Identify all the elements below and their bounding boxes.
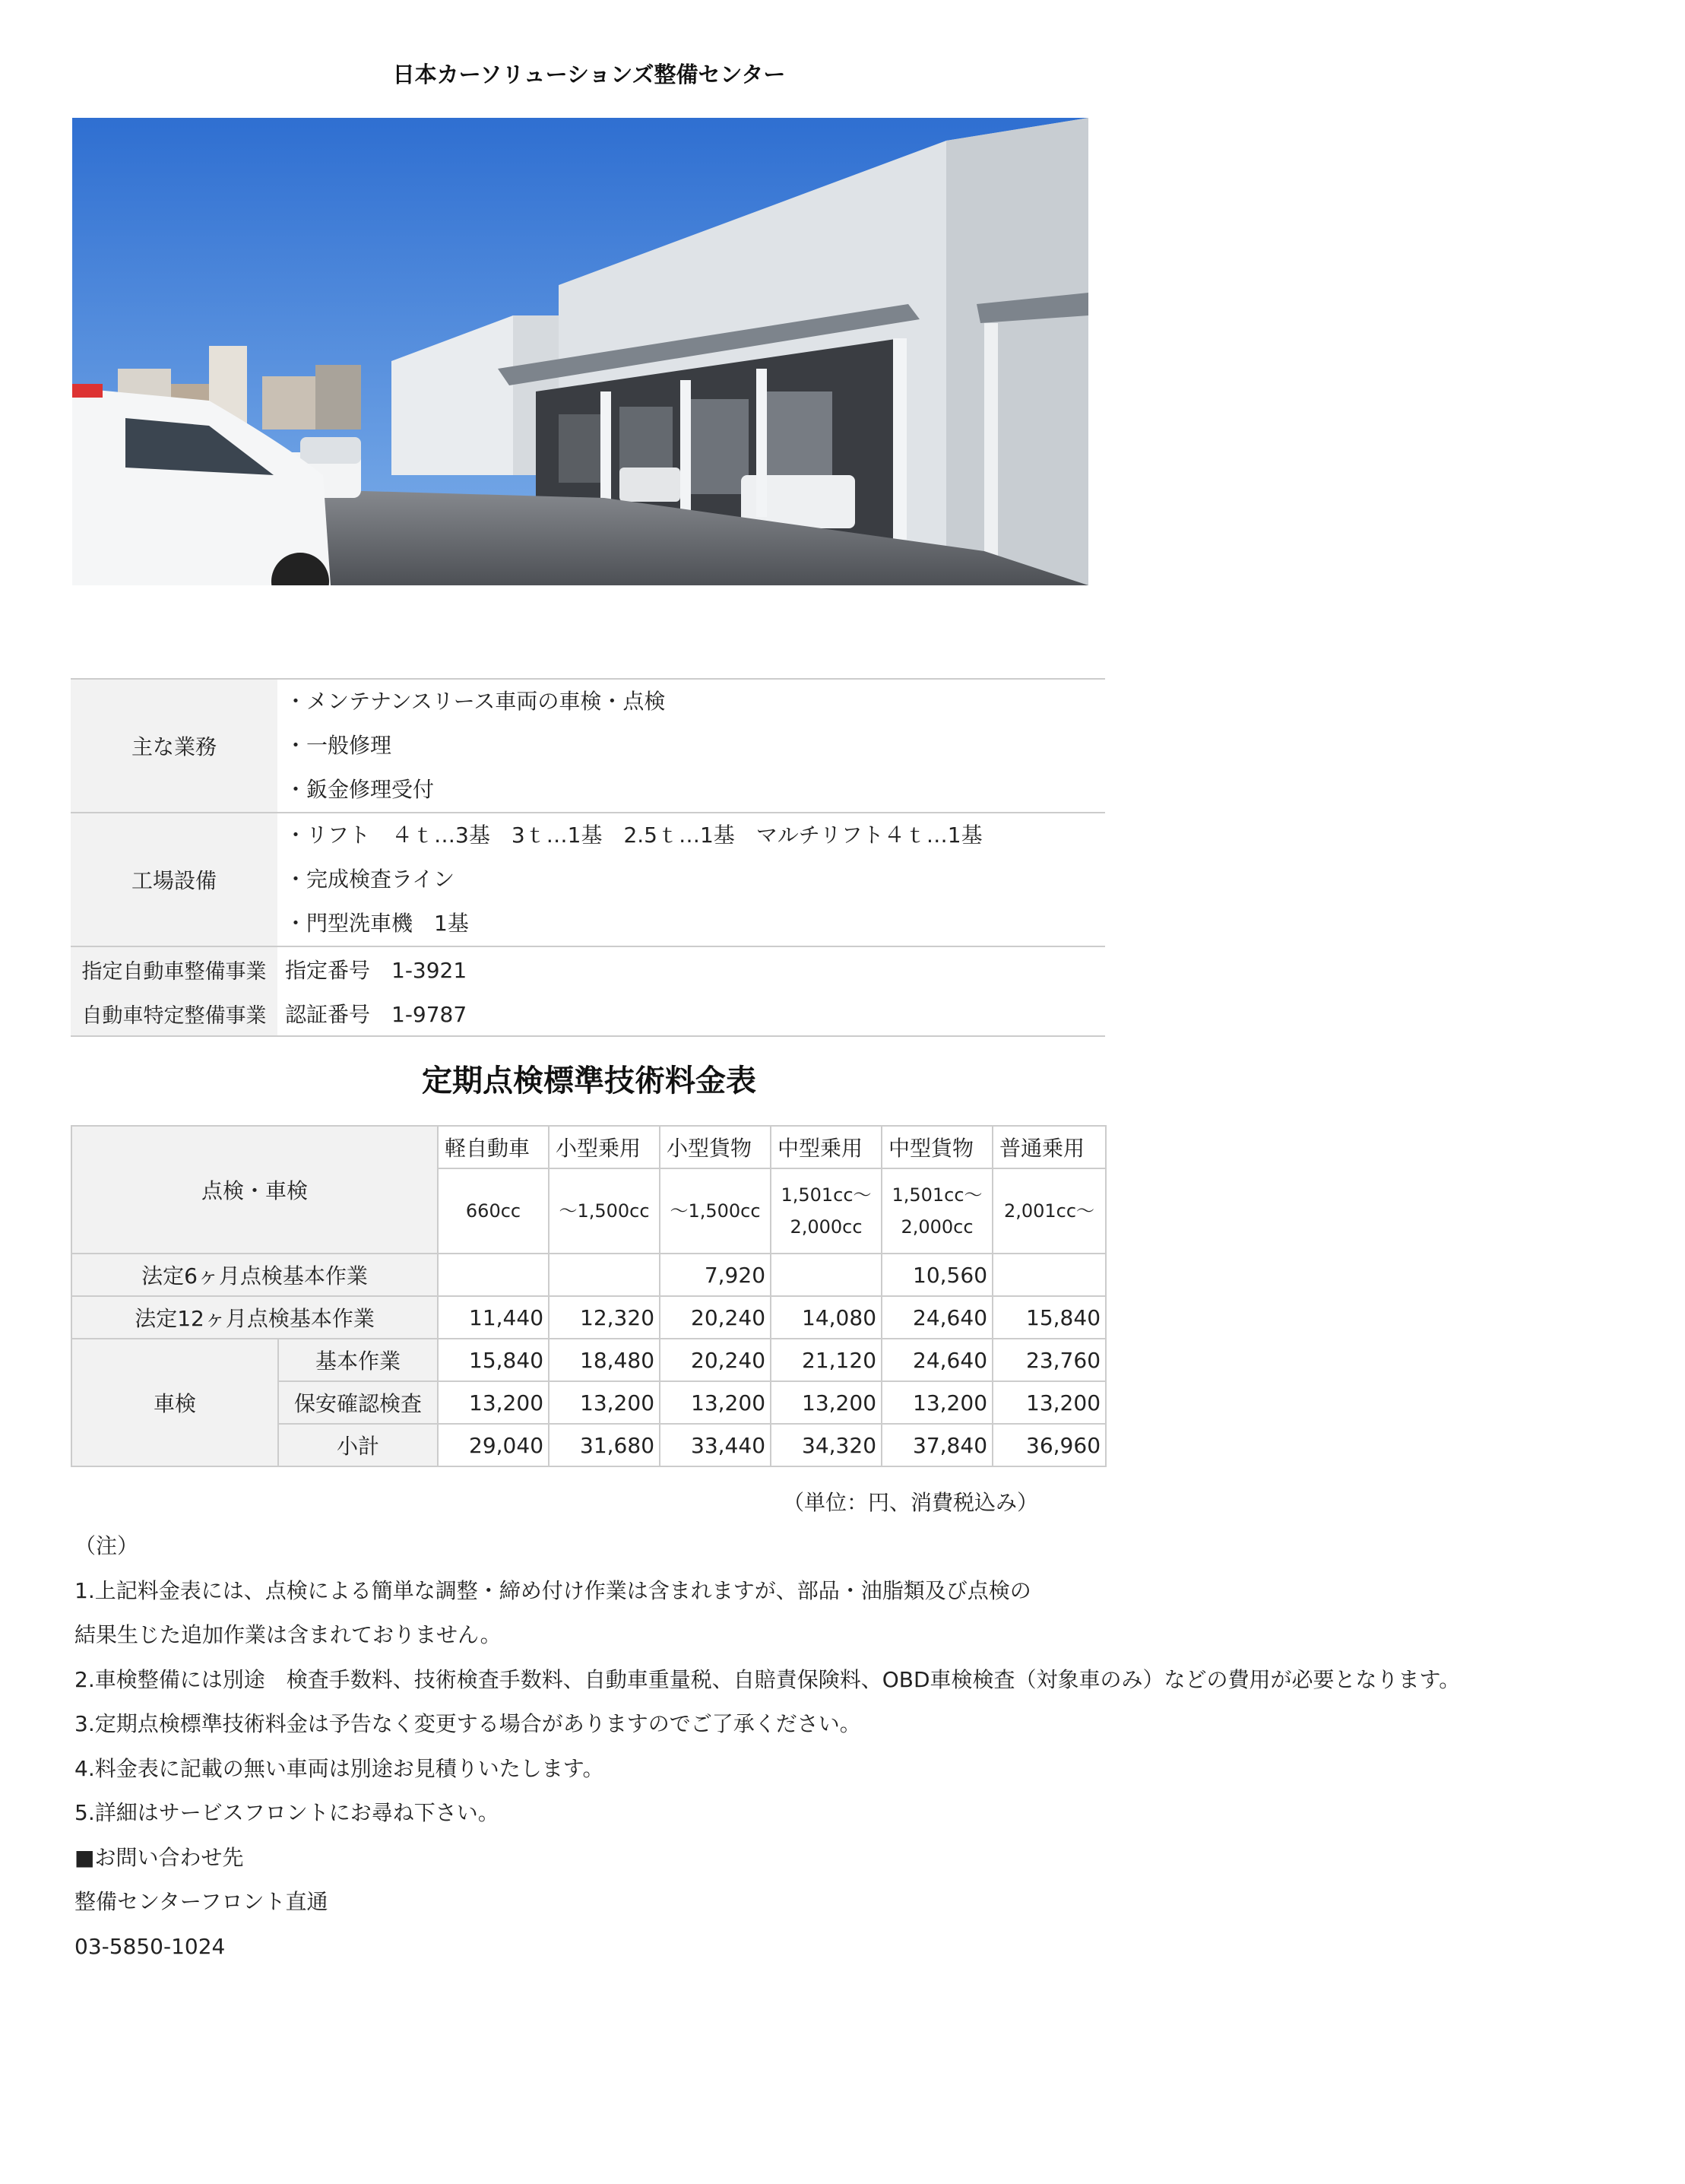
displacement-cell [438,1168,549,1254]
service-center-building-photo [72,118,1088,585]
fee-cell: 29,040 [438,1424,549,1466]
fee-cell: 13,200 [549,1381,660,1424]
contact-name: 整備センターフロント直通 [74,1889,328,1914]
fee-table [71,1125,1107,1467]
row-6month [71,1254,1106,1296]
fee-cell: 23,760 [993,1339,1106,1381]
fee-cell [549,1254,660,1296]
equipment-row [71,813,1105,857]
fee-cell: 21,120 [771,1339,882,1381]
fee-cell: 24,640 [882,1296,993,1339]
fee-cell: 33,440 [660,1424,771,1466]
fee-cell: 7,920 [660,1254,771,1296]
note-line: 3.定期点検標準技術料金は予告なく変更する場合がありますのでご了承ください。 [74,1711,861,1736]
equipment-item: ・完成検査ライン [285,867,455,892]
displacement-cell [993,1168,1106,1254]
page-title: 日本カーソリューションズ整備センター [392,62,786,87]
fee-cell: 13,200 [882,1381,993,1424]
business-label: 主な業務 [71,679,277,813]
note-heading: （注） [74,1533,139,1558]
row-label: 法定6ヶ月点検基本作業 [71,1254,438,1296]
fee-cell: 37,840 [882,1424,993,1466]
class-header: 中型乗用 [771,1126,882,1168]
fee-cell: 36,960 [993,1424,1106,1466]
class-header-row [71,1126,1106,1168]
displacement-cell [882,1168,993,1254]
displacement-text: ～1,500cc [559,1200,650,1222]
equipment-item: ・リフト ４ｔ…3基 3ｔ…1基 2.5ｔ…1基 マルチリフト４ｔ…1基 [277,813,1105,857]
fee-cell: 14,080 [771,1296,882,1339]
notes-section [74,1524,1460,1969]
class-header: 軽自動車 [438,1126,549,1168]
fee-table-title: 定期点検標準技術料金表 [422,1063,756,1098]
fee-cell: 13,200 [438,1381,549,1424]
business-item: ・鈑金修理受付 [285,777,435,802]
displacement-cell [549,1168,660,1254]
contact-heading: ■お問い合わせ先 [74,1844,244,1870]
fee-cell: 34,320 [771,1424,882,1466]
row-12month [71,1296,1106,1339]
fee-cell: 13,200 [660,1381,771,1424]
row-label: 基本作業 [278,1339,438,1381]
fee-cell: 15,840 [993,1296,1106,1339]
fee-cell: 13,200 [771,1381,882,1424]
note-line: 5.詳細はサービスフロントにお尋ね下さい。 [74,1800,499,1825]
fee-cell: 10,560 [882,1254,993,1296]
row-label: 保安確認検査 [278,1381,438,1424]
class-header: 小型乗用 [549,1126,660,1168]
fee-cell [771,1254,882,1296]
fee-cell: 20,240 [660,1296,771,1339]
fee-cell: 31,680 [549,1424,660,1466]
class-header: 小型貨物 [660,1126,771,1168]
service-center-photo [72,118,1088,585]
designated-label: 指定自動車整備事業 [71,946,277,991]
fee-cell: 11,440 [438,1296,549,1339]
designated-row [71,946,1105,991]
displacement-cell [771,1168,882,1254]
displacement-text: 2,000cc [790,1216,863,1238]
certified-value: 認証番号 1-9787 [277,991,1105,1036]
shaken-label: 車検 [71,1339,278,1466]
note-line: 1.上記料金表には、点検による簡単な調整・締め付け作業は含まれますが、部品・油脂類及び点検の [74,1577,1031,1603]
row-shaken-basic [71,1339,1106,1381]
fee-cell [438,1254,549,1296]
fee-cell: 13,200 [993,1381,1106,1424]
certified-label: 自動車特定整備事業 [71,991,277,1036]
displacement-text: 2,001cc～ [1003,1200,1095,1222]
note-line: 結果生じた追加作業は含まれておりません。 [74,1622,502,1647]
fee-cell [993,1254,1106,1296]
displacement-text: 1,501cc～ [781,1184,872,1206]
row-label: 小計 [278,1424,438,1466]
equipment-item: ・門型洗車機 1基 [285,911,469,936]
certified-row [71,991,1105,1036]
business-item: ・メンテナンスリース車両の車検・点検 [277,679,1105,724]
note-line: 2.車検整備には別途 検査手数料、技術検査手数料、自動車重量税、自賠責保険料、OBD車検検査（対象車のみ）などの費用が必要となります。 [74,1666,1461,1692]
designated-value: 指定番号 1-3921 [277,946,1105,991]
row-label: 法定12ヶ月点検基本作業 [71,1296,438,1339]
center-info-table [71,678,1105,1037]
displacement-text: ～1,500cc [670,1200,761,1222]
class-header: 普通乗用 [993,1126,1106,1168]
fee-cell: 15,840 [438,1339,549,1381]
displacement-text: 1,501cc～ [892,1184,983,1206]
fee-cell: 12,320 [549,1296,660,1339]
fee-cell: 18,480 [549,1339,660,1381]
corner-label: 点検・車検 [71,1126,438,1254]
displacement-text: 2,000cc [901,1216,974,1238]
class-header: 中型貨物 [882,1126,993,1168]
unit-note: （単位：円、消費税込み） [783,1490,1039,1515]
business-item: ・一般修理 [285,733,392,758]
contact-phone: 03-5850-1024 [74,1933,226,1959]
business-row [71,679,1105,724]
displacement-text: 660cc [465,1200,521,1222]
fee-cell: 20,240 [660,1339,771,1381]
displacement-cell [660,1168,771,1254]
note-line: 4.料金表に記載の無い車両は別途お見積りいたします。 [74,1755,604,1781]
fee-cell: 24,640 [882,1339,993,1381]
equipment-label: 工場設備 [71,813,277,946]
